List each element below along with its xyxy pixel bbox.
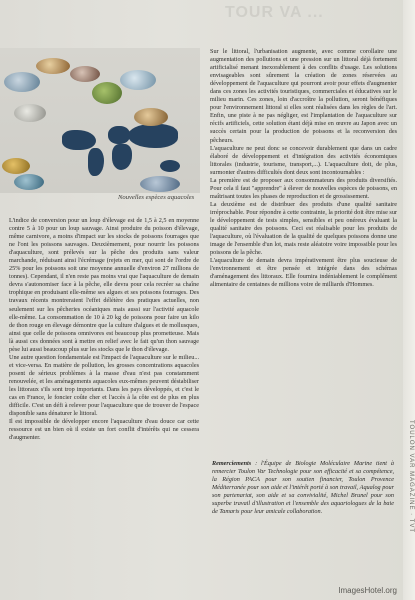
right-paragraph: L'aquaculture ne peut donc se concevoir durablement que dans un cadre élaboré de développement et d'intégration des activités économiques littorales (industrie, tourisme, transport,...). L'aquaculture doit, de plus, surmonter d'autres difficultés dont deux sont incontournables :: [210, 144, 397, 176]
faint-header-text: TOUR VA ...: [225, 4, 324, 21]
right-column: [210, 48, 397, 289]
watermark: ImagesHotel.org: [338, 586, 397, 595]
sidebar-vertical-title: TOULON VAR MAGAZINE · TVT: [408, 420, 414, 534]
left-column: [9, 217, 199, 442]
right-paragraph: L'aquaculture de demain devra impérativement être plus soucieuse de l'environnement et être pensée et intégrée dans des schémas d'aménagement des littoraux. Elle fournira indéniablement le complément alimentaire de centaines de millions voire de milliards d'Hommes.: [210, 257, 397, 289]
right-paragraph: Sur le littoral, l'urbanisation augmente, avec comme corollaire une augmentation des pollutions et une pression sur un littoral déjà fortement artificialisé menant inexorablement à des conflits d'usage. Les solutions envisageables sont sûrement la création de zones réservées au développement de l'aquaculture qui pourront avoir pour effets d'augmenter dans ces zones les activités touristiques, commerciales et éducatives sur le milieu marin. Ces zones, loin d'accroître la pollution, seront bénéfiques pour l'environnement littoral si elles sont réalisées dans les règles de l'art. Enfin, une piste à ne pas négliger, est l'implantation de l'aquaculture sur récifs artificiels, cette solution étant déjà mise en œuvre au Japon avec un succès certain pour la production de poissons et la reconversion des pêcheurs.: [210, 48, 397, 144]
acknowledgements: [212, 460, 394, 516]
acknowledgements-text: : l'Équipe de Biologie Moléculaire Marine tient à remercier Toulon Var Technologie pour son efficacité et sa compétence, la Région PACA pour son soutien financier, Toulon Provence Méditerranée pour son aide et l'intérêt porté à son travail, Aqualog pour son partenariat, son aide et sa convivialité, Michel Brunel pour son superbe travail d'illustration et l'ensemble des aquariologues de la baie de Tamaris pour leur amicale collaboration.: [212, 460, 394, 516]
left-paragraph: Une autre question fondamentale est l'impact de l'aquaculture sur le milieu... et vice-versa. En matière de pollution, les grosses concentrations aquacoles posent de sérieux problèmes à la masse d'eau n'est pas constamment renouvelée, et les aménagements aquacoles eux-mêmes peuvent déstabiliser les littoraux s'ils sont trop importants. Dans les pays développés, et c'est le cas en France, le foncier coûte cher et l'accès à la côte est de plus en plus difficile. C'est un défi à relever pour l'aquaculture que de trouver de l'espace disponible sans dénaturer le littoral.: [9, 353, 199, 418]
fish-collage-image: [0, 48, 200, 193]
right-paragraph: La deuxième est de distribuer des produits d'une qualité sanitaire irréprochable. Pour répondre à cette contrainte, la priorité doit être mise sur le développement de tests simples, sensibles et peu onéreux évaluant la qualité sanitaire des poissons. Ceci est réalisable pour les produits de l'aquaculture, où l'évaluation de la qualité de quelques poissons donne une image de l'ensemble d'un lot, mais reste aléatoire voire impossible pour les poissons de la pêche.: [210, 200, 397, 257]
left-paragraph: L'indice de conversion pour un loup d'élevage est de 1,5 à 2,5 en moyenne contre 5 à 10 pour un loup sauvage. Ainsi produire du poisson d'élevage, même carnivore, a moins d'impact sur les stocks de poissons fourrages que ne l'ont les poissons sauvages. Deuxièmement, pour nourrir les poissons d'aquaculture, sont prélevés sur la pêche des produits sans valeur marchande, réduisant ainsi l'écrémage (rejets en mer, qui sont de l'ordre de 25% pour les poissons soit une moyenne annuelle d'environ 27 millions de tonnes). Cependant, il n'en reste pas moins vrai que l'aquaculture de demain devra s'autonomiser face à la pêche, elle devra pour cela recréer sa chaîne trophique en produisant elle-même ses algues et ses poissons fourrages. Des travaux récents montreraient l'effet délétère des pratiques actuelles, non seulement sur les pêcheries océaniques mais aussi sur l'activité aquacole elle-même. La consommation de 10 à 20 kg de poissons pour faire un kilo de thon rouge en élevage démontre que la culture d'algues et de mollusques, ainsi que celle de poissons omnivores est beaucoup plus prometteuse. Mais là aussi ces données sont à mettre en relief avec le fait qu'un thon sauvage pèse lui aussi beaucoup plus sur les stocks que le thon d'élevage.: [9, 217, 199, 353]
right-paragraph: La première est de proposer aux consommateurs des produits diversifiés. Pour cela il faut "apprendre" à élever de nouvelles espèces de poissons, en maîtrisant toutes les phases de reproduction et de grossissement.: [210, 176, 397, 200]
figure-caption: Nouvelles espèces aquacoles: [118, 194, 195, 201]
left-paragraph: Il est impossible de développer encore l'aquaculture d'eau douce car cette ressource est un bien où il existe un fort conflit d'intérêts qui ne cessera d'augmenter.: [9, 418, 199, 442]
acknowledgements-heading: Remerciements: [212, 460, 252, 467]
